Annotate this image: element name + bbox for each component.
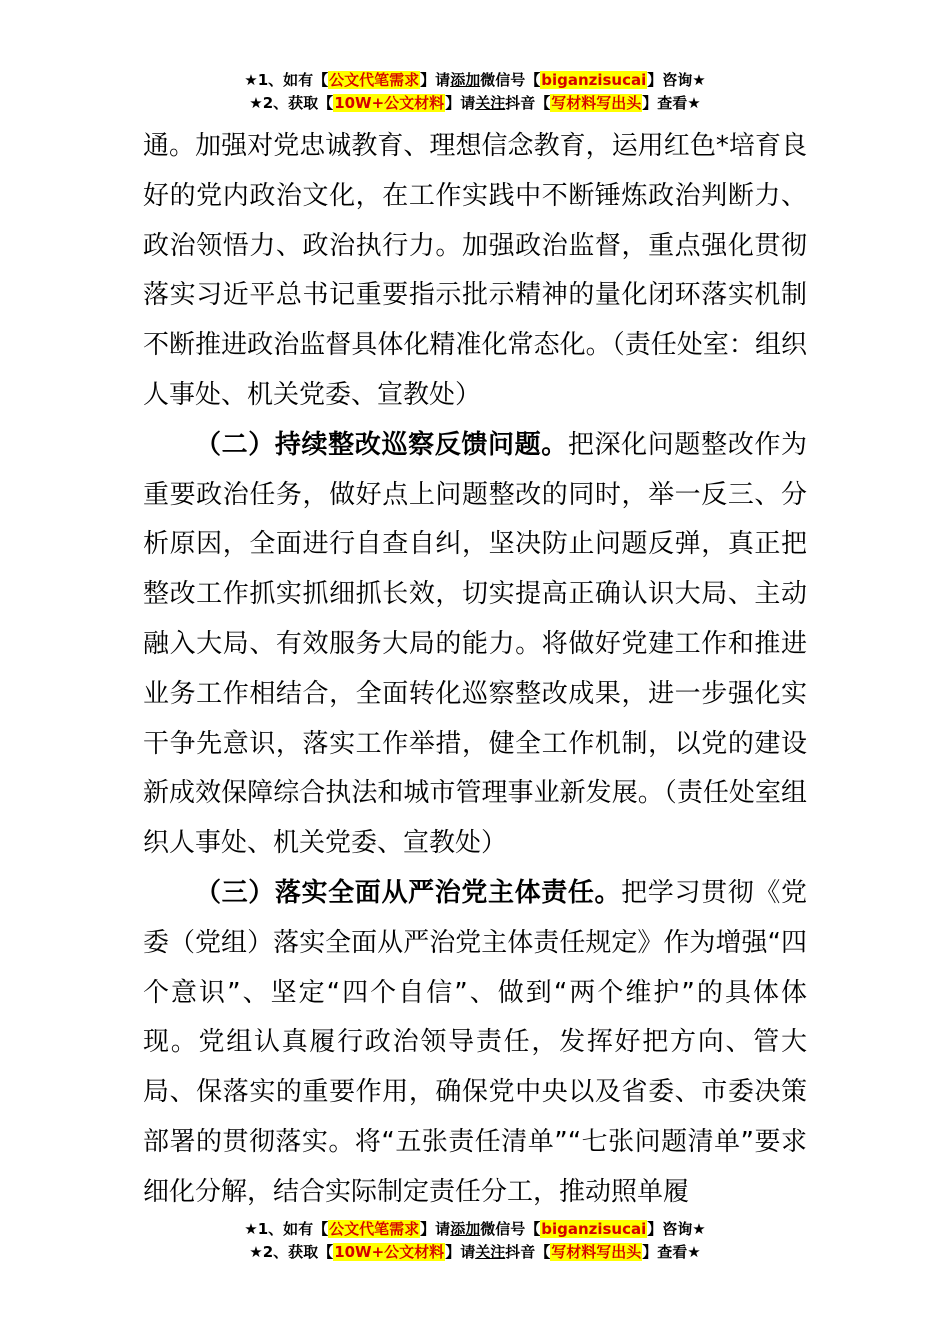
promo-banner-top — [0, 69, 950, 115]
star-icon: ★ — [244, 1220, 258, 1238]
document-body — [143, 122, 807, 1218]
highlight-service: 公文代笔需求 — [329, 1220, 420, 1238]
highlight-materials: 10W+公文材料 — [334, 1243, 445, 1261]
paragraph-2: （二）持续整改巡察反馈问题。把深化问题整改作为重要政治任务，做好点上问题整改的同时，举一反三、分析原因，全面进行自查自纠，坚决防止问题反弹，真正把整改工作抓实抓细抓长效，切实提高正确认识大局、主动融入大局、有效服务大局的能力。将做好党建工作和推进业务工作相结合，全面转化巡察整改成果，进一步强化实干争先意识，落实工作举措，健全工作机制，以党的建设新成效保障综合执法和城市管理事业新发展。（责任处室组织人事处、机关党委、宣教处） — [143, 429, 807, 859]
highlight-wechat-id: biganzisucai — [541, 71, 647, 89]
star-icon: ★ — [249, 94, 263, 112]
banner-line-2: ★2、获取【10W+公文材料】请关注抖音【写材料写出头】查看★ — [249, 1243, 701, 1261]
star-icon: ★ — [249, 1243, 263, 1261]
banner-line-2: ★2、获取【10W+公文材料】请关注抖音【写材料写出头】查看★ — [249, 94, 701, 112]
section-heading: （二）持续整改巡察反馈问题。 — [195, 429, 568, 460]
paragraph-3: （三）落实全面从严治党主体责任。把学习贯彻《党委（党组）落实全面从严治党主体责任规定》作为增强“四个意识”、坚定“四个自信”、做到“两个维护”的具体体现。党组认真履行政治领导责任，发挥好把方向、管大局、保落实的重要作用，确保党中央以及省委、市委决策部署的贯彻落实。将“五张责任清单”“七张问题清单”要求细化分解，结合实际制定责任分工，推动照单履 — [143, 877, 807, 1207]
highlight-douyin: 写材料写出头 — [551, 1243, 642, 1261]
highlight-service: 公文代笔需求 — [329, 71, 420, 89]
section-heading: （三）落实全面从严治党主体责任。 — [195, 877, 622, 908]
highlight-materials: 10W+公文材料 — [334, 94, 445, 112]
star-icon: ★ — [244, 71, 258, 89]
banner-line-1: ★1、如有【公文代笔需求】请添加微信号【biganzisucai】咨询★ — [244, 1220, 706, 1238]
promo-banner-bottom — [0, 1218, 950, 1264]
banner-line-1: ★1、如有【公文代笔需求】请添加微信号【biganzisucai】咨询★ — [244, 71, 706, 89]
paragraph-1: 通。加强对党忠诚教育、理想信念教育，运用红色*培育良好的党内政治文化，在工作实践中不断锤炼政治判断力、政治领悟力、政治执行力。加强政治监督，重点强化贯彻落实习近平总书记重要指示批示精神的量化闭环落实机制不断推进政治监督具体化精准化常态化。（责任处室：组织人事处、机关党委、宣教处） — [143, 131, 807, 410]
highlight-wechat-id: biganzisucai — [541, 1220, 647, 1238]
highlight-douyin: 写材料写出头 — [551, 94, 642, 112]
